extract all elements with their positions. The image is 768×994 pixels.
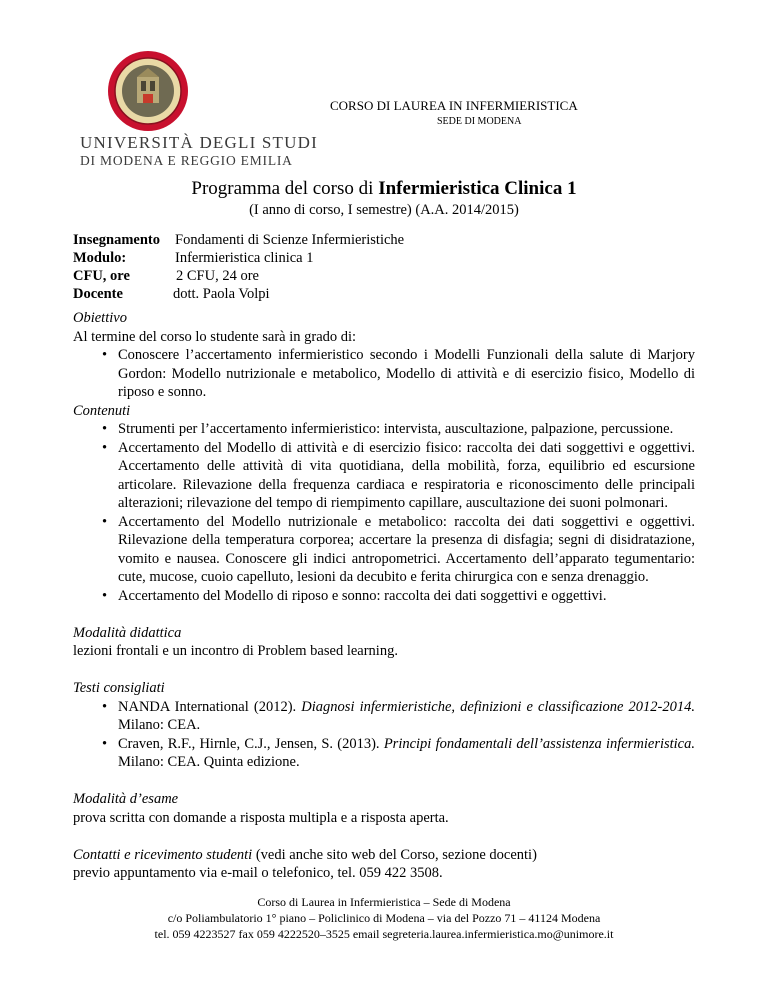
info-row-cfu (73, 268, 259, 285)
bullet-icon: • (102, 513, 108, 530)
list-item: • Strumenti per l’accertamento infermieristico: intervista, auscultazione, palpazione, percussione. (102, 421, 674, 437)
contatti-heading-line (73, 846, 695, 865)
modalita-didattica-text: lezioni frontali e un incontro di Problem based learning. (73, 643, 398, 659)
info-label: Insegnamento (73, 232, 161, 248)
section-heading-testi: Testi consigliati (73, 680, 165, 696)
info-label: Modulo: (73, 250, 127, 266)
page-title (0, 178, 768, 200)
contenuti-list (73, 420, 695, 605)
page-subtitle: (I anno di corso, I semestre) (A.A. 2014/2015) (249, 202, 519, 218)
section-heading-modalita-didattica: Modalità didattica (73, 624, 182, 641)
list-item: • NANDA International (2012). Diagnosi infermieristiche, definizioni e classificazione 2012-2014. Milano: CEA. (102, 698, 696, 733)
section-heading-modalita-esame: Modalità d’esame (73, 791, 179, 807)
university-seal-icon (107, 50, 189, 132)
bullet-icon: • (102, 735, 108, 752)
contatti-heading-note: (vedi anche sito web del Corso, sezione docenti) (252, 846, 537, 863)
university-logo (60, 50, 318, 168)
site-header: SEDE DI MODENA (437, 116, 522, 127)
university-name: UNIVERSITÀ DEGLI STUDI (80, 133, 318, 152)
info-value: Fondamenti di Scienze Infermieristiche (175, 232, 405, 248)
testi-list (73, 698, 695, 772)
obiettivo-intro: Al termine del corso lo studente sarà in grado di: (73, 328, 357, 345)
info-value: Infermieristica clinica 1 (175, 250, 314, 266)
university-name-sub: DI MODENA E REGGIO EMILIA (80, 153, 293, 168)
info-label: CFU, ore (73, 268, 130, 284)
bullet-icon: • (102, 698, 108, 715)
modalita-esame-text: prova scritta con domande a risposta multipla e a risposta aperta. (73, 809, 449, 826)
list-item: • Craven, R.F., Hirnle, C.J., Jensen, S. (2013). Principi fondamentali dell’assistenza infermieristica. Milano: CEA. Quinta edizione. (102, 735, 695, 770)
info-value: dott. Paola Volpi (173, 286, 270, 302)
footer-line-2: c/o Poliambulatorio 1° piano – Policlinico di Modena – via del Pozzo 71 – 41124 Modena (167, 911, 601, 925)
info-row-modulo (73, 250, 314, 267)
info-value: 2 CFU, 24 ore (176, 268, 259, 284)
section-heading-contatti: Contatti e ricevimento studenti (73, 846, 253, 863)
bullet-icon: • (102, 439, 108, 456)
list-item: • Accertamento del Modello nutrizionale e metabolico: raccolta dei dati soggettivi e oggettivi. Rilevazione della temperatura corporea; accertare la presenza di disfagia; segni di disidratazione, vomito e nausea. Conoscere gli indici antropometrici. Accertamento dell’apparato tegumentario: cute, mucose, cuoio capelluto, lesioni da decubito e ferita chirurgica con e senza drenaggio. (102, 513, 695, 585)
info-row-docente (73, 286, 270, 303)
footer-line-3: tel. 059 4223527 fax 059 4222520–3525 email segreteria.laurea.infermieristica.mo@unimore.it (154, 927, 614, 941)
program-body (73, 309, 695, 883)
bullet-icon: • (102, 587, 108, 604)
course-header: CORSO DI LAUREA IN INFERMIERISTICA (330, 98, 578, 113)
contatti-text: previo appuntamento via e-mail o telefonico, tel. 059 422 3508. (73, 865, 443, 881)
info-row-insegnamento (73, 232, 405, 249)
list-item: • Conoscere l’accertamento infermieristico secondo i Modelli Funzionali della salute di Marjory Gordon: Modello nutrizionale e metabolico, Modello di attività e di esercizio fisico, Modello di riposo e sonno. (102, 347, 695, 400)
obiettivo-list (73, 346, 695, 402)
footer-line-1: Corso di Laurea in Infermieristica – Sede di Modena (257, 895, 511, 909)
section-heading-obiettivo: Obiettivo (73, 310, 127, 326)
list-item: • Accertamento del Modello di riposo e sonno: raccolta dei dati soggettivi e oggettivi. (102, 587, 607, 604)
page-title-course: Infermieristica Clinica 1 (378, 178, 577, 199)
info-label: Docente (73, 286, 123, 302)
list-item: • Accertamento del Modello di attività e di esercizio fisico: raccolta dei dati soggettivi e oggettivi. Accertamento delle attività di vita quotidiana, della mobilità, forza, equilibrio ed escursione articolare. Rilevazione della frequenza cardiaca e respiratoria e riconoscimento delle principali alterazioni; rilevazione del tempo di riempimento capillare, auscultazione dei suoni polmonari. (102, 439, 695, 511)
bullet-icon: • (102, 421, 108, 437)
page-title-prefix: Programma del corso di (191, 178, 379, 199)
page-footer (0, 894, 768, 942)
bullet-icon: • (102, 347, 108, 363)
section-heading-contenuti: Contenuti (73, 402, 131, 419)
